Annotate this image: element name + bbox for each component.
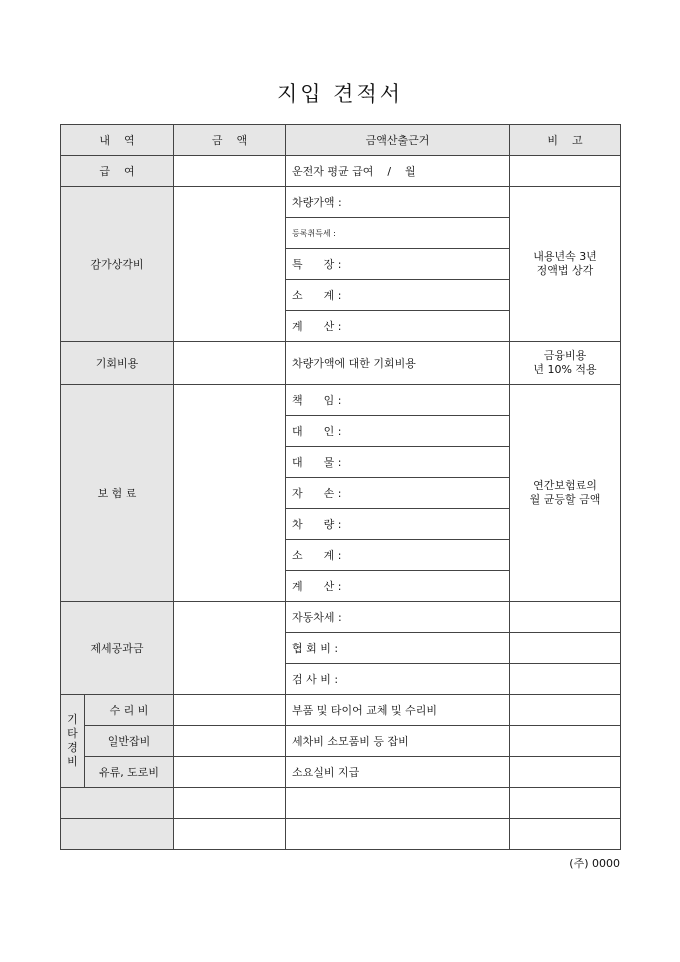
group-label-other <box>61 695 85 788</box>
row-label-misc: 일반잡비 <box>85 726 174 757</box>
blank-note-cell[interactable] <box>510 819 621 850</box>
row-label-depreciation: 감가상각비 <box>61 187 174 342</box>
basis-line: 대 물 : <box>286 447 510 478</box>
group-char: 경 <box>67 741 78 754</box>
document-title: 지입 견적서 <box>276 82 404 106</box>
blank-note-cell[interactable] <box>510 788 621 819</box>
header-basis: 금액산출근거 <box>286 125 510 156</box>
blank-row <box>61 788 621 819</box>
header-note: 비 고 <box>510 125 621 156</box>
note-line: 내용년속 3년 <box>533 250 597 263</box>
row-label-insurance: 보 험 료 <box>61 385 174 602</box>
header-row <box>61 125 621 156</box>
company-footer: (주) 0000 <box>569 857 620 870</box>
amount-cell-opportunity[interactable] <box>174 342 286 385</box>
blank-amount-cell[interactable] <box>174 819 286 850</box>
basis-misc: 세차비 소모품비 등 잡비 <box>286 726 510 757</box>
basis-line: 계 산 : <box>286 571 510 602</box>
note-line: 월 균등할 금액 <box>529 493 601 506</box>
amount-cell-insurance[interactable] <box>174 385 286 602</box>
blank-amount-cell[interactable] <box>174 788 286 819</box>
note-cell[interactable] <box>510 726 621 757</box>
basis-line: 책 임 : <box>286 385 510 416</box>
row-label-opportunity: 기회비용 <box>61 342 174 385</box>
table-row <box>61 187 621 218</box>
header-item: 내 역 <box>61 125 174 156</box>
note-line: 연간보험료의 <box>533 479 597 492</box>
row-label-salary: 급 여 <box>61 156 174 187</box>
note-cell[interactable] <box>510 695 621 726</box>
row-label-taxes: 제세공과금 <box>61 602 174 695</box>
note-line: 년 10% 적용 <box>533 363 597 376</box>
amount-cell-misc[interactable] <box>174 726 286 757</box>
note-insurance <box>510 385 621 602</box>
basis-line: 차 량 : <box>286 509 510 540</box>
row-label-fuel: 유류, 도로비 <box>85 757 174 788</box>
note-cell[interactable] <box>510 757 621 788</box>
basis-repair: 부품 및 타이어 교체 및 수리비 <box>286 695 510 726</box>
header-amount: 금 액 <box>174 125 286 156</box>
note-line: 정액법 상각 <box>536 264 594 277</box>
note-depreciation <box>510 187 621 342</box>
note-opportunity <box>510 342 621 385</box>
table-row <box>61 726 621 757</box>
amount-cell-fuel[interactable] <box>174 757 286 788</box>
basis-line: 차량가액 : <box>286 187 510 218</box>
basis-line: 계 산 : <box>286 311 510 342</box>
table-row <box>61 602 621 633</box>
table-row <box>61 156 621 187</box>
table-row <box>61 757 621 788</box>
amount-cell-taxes[interactable] <box>174 602 286 695</box>
basis-line: 협 회 비 : <box>286 633 510 664</box>
group-char: 타 <box>67 727 78 740</box>
table-row <box>61 342 621 385</box>
blank-label-cell[interactable] <box>61 819 174 850</box>
note-cell[interactable] <box>510 633 621 664</box>
basis-line: 자 손 : <box>286 478 510 509</box>
amount-cell-repair[interactable] <box>174 695 286 726</box>
amount-cell-salary[interactable] <box>174 156 286 187</box>
basis-line: 소 계 : <box>286 540 510 571</box>
blank-basis-cell[interactable] <box>286 819 510 850</box>
note-cell[interactable] <box>510 664 621 695</box>
basis-line: 특 장 : <box>286 249 510 280</box>
basis-fuel: 소요실비 지급 <box>286 757 510 788</box>
blank-label-cell[interactable] <box>61 788 174 819</box>
estimate-table <box>60 124 621 850</box>
table-row <box>61 385 621 416</box>
basis-line: 등록취득세 : <box>286 218 510 249</box>
basis-line: 대 인 : <box>286 416 510 447</box>
basis-salary: 운전자 평균 급여 / 월 <box>286 156 510 187</box>
note-line: 금융비용 <box>543 349 587 362</box>
basis-opportunity: 차량가액에 대한 기회비용 <box>286 342 510 385</box>
note-cell[interactable] <box>510 602 621 633</box>
basis-line: 소 계 : <box>286 280 510 311</box>
amount-cell-depreciation[interactable] <box>174 187 286 342</box>
basis-line: 자동차세 : <box>286 602 510 633</box>
row-label-repair: 수 리 비 <box>85 695 174 726</box>
basis-line: 검 사 비 : <box>286 664 510 695</box>
group-char: 기 <box>67 713 78 726</box>
blank-row <box>61 819 621 850</box>
blank-basis-cell[interactable] <box>286 788 510 819</box>
table-row <box>61 695 621 726</box>
note-cell-salary[interactable] <box>510 156 621 187</box>
group-char: 비 <box>67 755 78 768</box>
